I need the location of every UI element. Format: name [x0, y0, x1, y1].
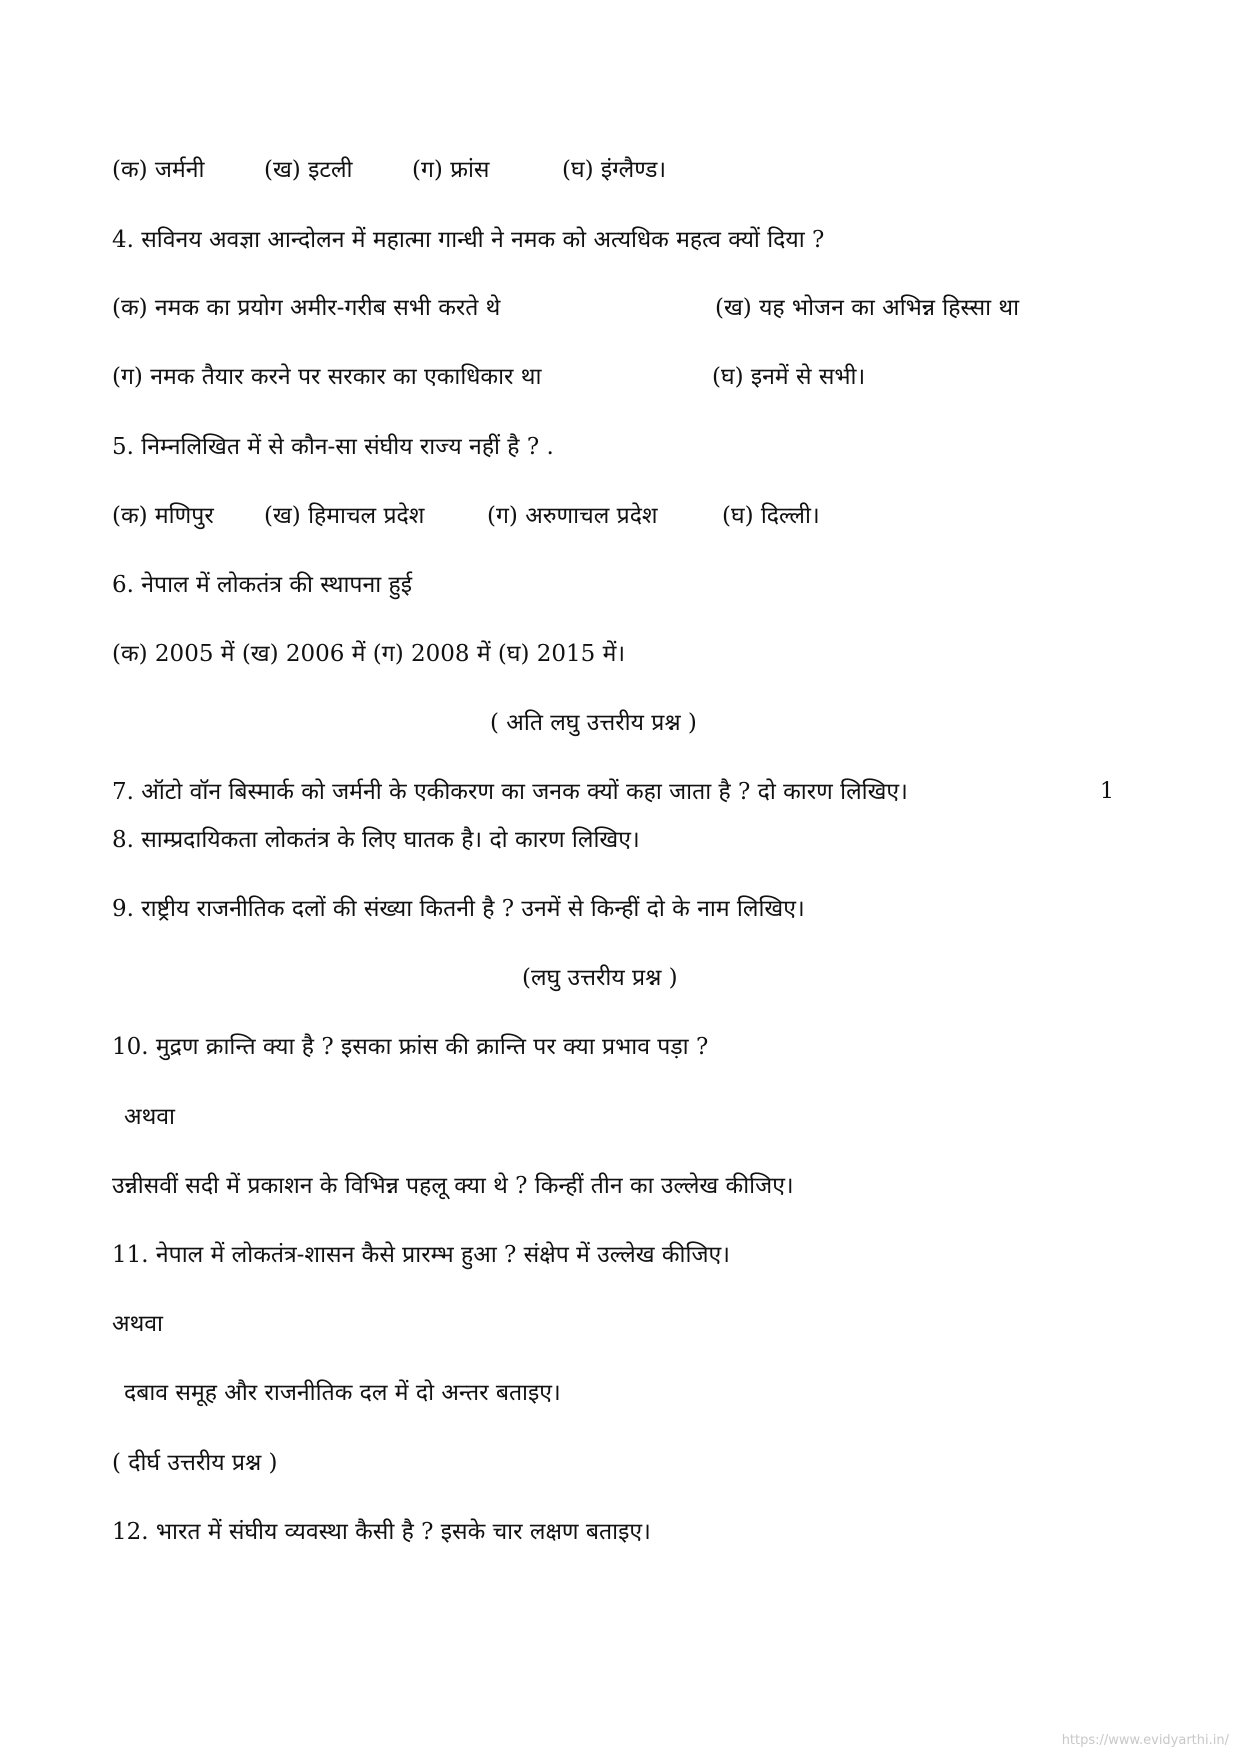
- q5-option-a: (क) मणिपुर: [112, 503, 214, 529]
- q3-option-c: (ग) फ्रांस: [412, 157, 490, 183]
- q4-option-c: (ग) नमक तैयार करने पर सरकार का एकाधिकार था: [112, 364, 542, 390]
- section-heading-short: (लघु उत्तरीय प्रश्न ): [522, 965, 678, 991]
- q4-option-a: (क) नमक का प्रयोग अमीर-गरीब सभी करते थे: [112, 295, 501, 321]
- q4-option-d: (घ) इनमें से सभी।: [712, 364, 866, 390]
- q5-option-b: (ख) हिमाचल प्रदेश: [264, 503, 425, 529]
- q8-question: 8. साम्प्रदायिकता लोकतंत्र के लिए घातक है। दो कारण लिखिए।: [112, 827, 640, 853]
- q6-options: (क) 2005 में (ख) 2006 में (ग) 2008 में (घ) 2015 में।: [112, 641, 626, 667]
- q7-question: 7. ऑटो वॉन बिस्मार्क को जर्मनी के एकीकरण का जनक क्यों कहा जाता है ? दो कारण लिखिए।: [112, 779, 908, 805]
- or-label-1: अथवा: [124, 1104, 176, 1130]
- q9-question: 9. राष्ट्रीय राजनीतिक दलों की संख्या कितनी है ? उनमें से किन्हीं दो के नाम लिखिए।: [112, 896, 805, 922]
- section-heading-long: ( दीर्घ उत्तरीय प्रश्न ): [112, 1450, 278, 1476]
- section-heading-very-short: ( अति लघु उत्तरीय प्रश्न ): [490, 710, 697, 736]
- q11-question: 11. नेपाल में लोकतंत्र-शासन कैसे प्रारम्भ हुआ ? संक्षेप में उल्लेख कीजिए।: [112, 1242, 730, 1268]
- q3-option-a: (क) जर्मनी: [112, 157, 205, 183]
- footer-url: https://www.evidyarthi.in/: [1061, 1733, 1229, 1748]
- q5-option-c: (ग) अरुणाचल प्रदेश: [487, 503, 658, 529]
- q7-marks: 1: [1100, 779, 1114, 804]
- q10-alternate-question: उन्नीसवीं सदी में प्रकाशन के विभिन्न पहलू क्या थे ? किन्हीं तीन का उल्लेख कीजिए।: [112, 1173, 794, 1199]
- q10-question: 10. मुद्रण क्रान्ति क्या है ? इसका फ्रांस की क्रान्ति पर क्या प्रभाव पड़ा ?: [112, 1034, 709, 1060]
- q3-option-d: (घ) इंग्लैण्ड।: [562, 157, 667, 183]
- q3-option-b: (ख) इटली: [264, 157, 353, 183]
- q11-alternate-question: दबाव समूह और राजनीतिक दल में दो अन्तर बताइए।: [124, 1380, 561, 1406]
- q12-question: 12. भारत में संघीय व्यवस्था कैसी है ? इसके चार लक्षण बताइए।: [112, 1519, 651, 1545]
- q4-option-b: (ख) यह भोजन का अभिन्न हिस्सा था: [715, 295, 1020, 321]
- q6-question: 6. नेपाल में लोकतंत्र की स्थापना हुई: [112, 572, 413, 598]
- q5-option-d: (घ) दिल्ली।: [722, 503, 820, 529]
- q4-question: 4. सविनय अवज्ञा आन्दोलन में महात्मा गान्धी ने नमक को अत्यधिक महत्व क्यों दिया ?: [112, 227, 825, 253]
- q5-question: 5. निम्नलिखित में से कौन-सा संघीय राज्य नहीं है ? .: [112, 434, 554, 460]
- or-label-2: अथवा: [112, 1311, 164, 1337]
